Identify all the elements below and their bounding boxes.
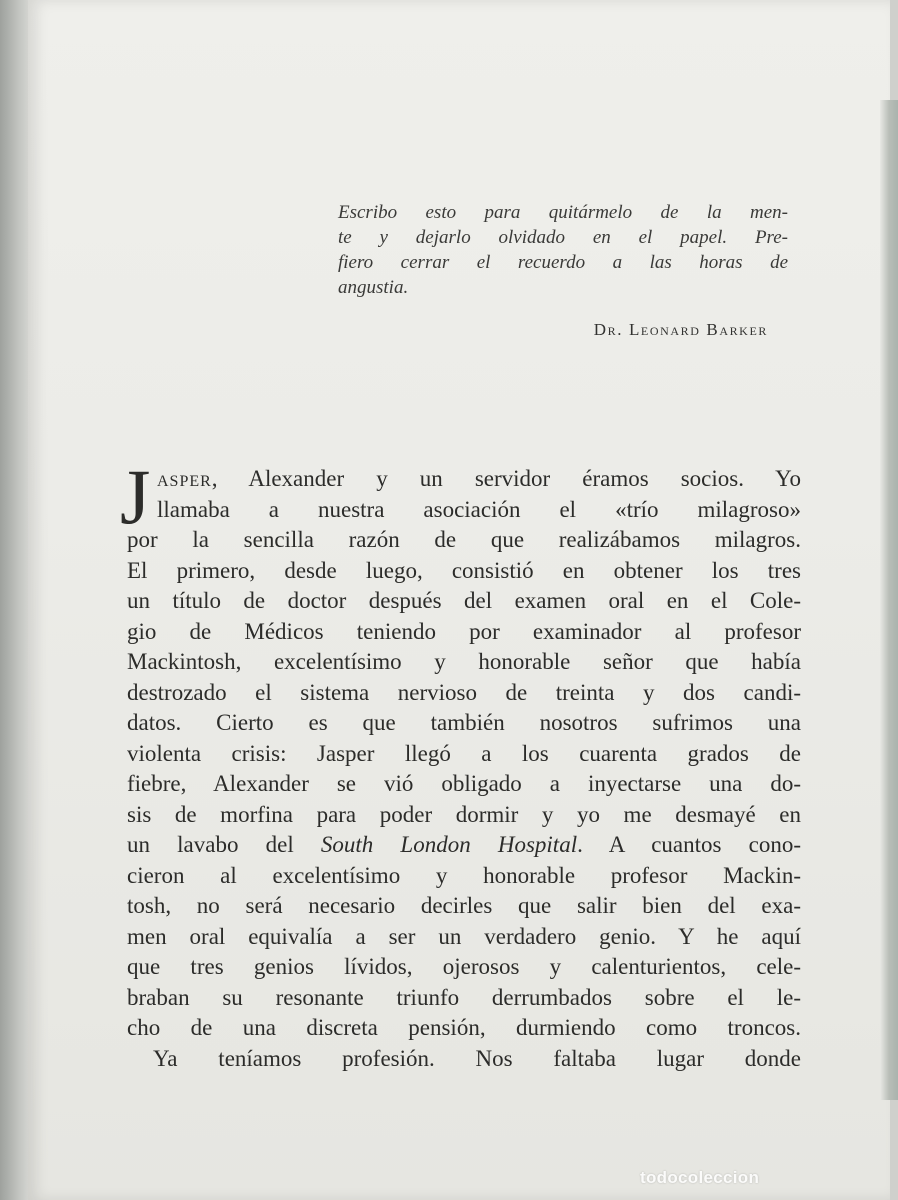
epigraph-line: Escribo esto para quitármelo de la men- [338, 202, 788, 223]
body-line: men oral equivalía a ser un verdadero genio. Y he aquí [127, 923, 801, 949]
body-line: tosh, no será necesario decirles que salir bien del exa- [127, 893, 801, 918]
body-line: cieron al excelentísimo y honorable profesor Mackin- [127, 862, 801, 888]
drop-cap: J [120, 453, 151, 540]
body-line: gio de Médicos teniendo por examinador al profesor [127, 618, 801, 644]
epigraph-line: angustia. [338, 277, 409, 298]
body-text [127, 464, 801, 1074]
body-line: por la sencilla razón de que realizábamos milagros. [127, 527, 801, 552]
first-line-text: , Alexander y un servidor éramos socios. Yo [211, 466, 801, 491]
body-line: datos. Cierto es que también nosotros sufrimos una [127, 710, 801, 735]
epigraph-author: Dr. Leonard Barker [593, 320, 768, 339]
body-line: braban su resonante triunfo derrumbados sobre el le- [127, 984, 801, 1010]
body-line: un título de doctor después del examen oral en el Cole- [127, 588, 801, 613]
body-line: Mackintosh, excelentísimo y honorable señor que había [127, 649, 801, 674]
body-line-first [127, 464, 801, 495]
body-line: fiebre, Alexander se vió obligado a inyectarse una do- [127, 771, 801, 796]
page-edge [880, 100, 898, 1100]
body-line: sis de morfina para poder dormir y yo me desmayé en [127, 801, 801, 827]
epigraph-line: fiero cerrar el recuerdo a las horas de [338, 252, 788, 273]
body-line-italic [127, 830, 801, 861]
body-line: El primero, desde luego, consistió en obtener los tres [127, 557, 801, 583]
first-word-smallcaps: asper [157, 466, 212, 491]
body-line: que tres genios lívidos, ojerosos y calenturientos, cele- [127, 954, 801, 979]
epigraph-line: te y dejarlo olvidado en el papel. Pre- [338, 227, 788, 248]
body-line: violenta crisis: Jasper llegó a los cuarenta grados de [127, 740, 801, 766]
body-line: destrozado el sistema nervioso de treinta y dos candi- [127, 679, 801, 705]
watermark-logo: todocoleccion [640, 1168, 760, 1187]
line-part: . A cuantos cono- [577, 832, 801, 857]
body-line-paragraph: Ya teníamos profesión. Nos faltaba lugar donde [153, 1045, 801, 1071]
body-line: cho de una discreta pensión, durmiendo como troncos. [127, 1015, 801, 1040]
body-line: llamaba a nuestra asociación el «trío milagroso» [157, 496, 801, 522]
epigraph [338, 200, 788, 300]
hospital-name: South London Hospital [320, 832, 578, 857]
line-part: un lavabo del [127, 832, 321, 857]
